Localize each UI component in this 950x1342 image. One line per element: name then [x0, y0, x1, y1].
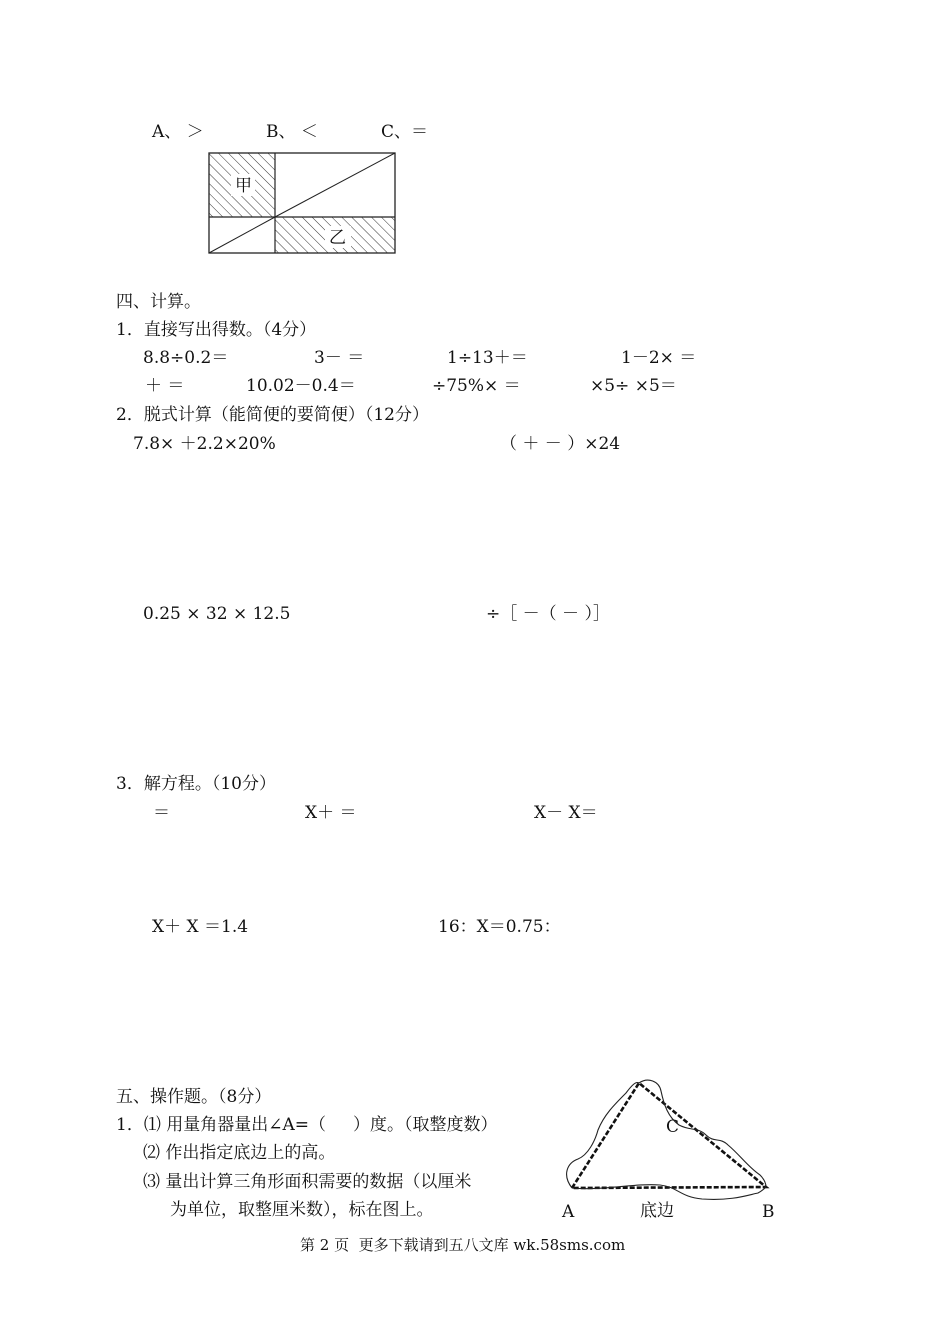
triangle-label-c: C	[666, 1117, 680, 1137]
q3-eq-4: X＋ X ＝1.4	[152, 917, 249, 937]
q1-r1-c2: 3－ ＝	[314, 348, 365, 368]
q2-title: 2．脱式计算（能简便的要简便）（12分）	[116, 405, 429, 425]
section5-q1-line2: ⑵ 作出指定底边上的高。	[143, 1143, 336, 1163]
q1-r1-c3: 1÷13＋＝	[447, 348, 528, 368]
q1-r2-c1: ＋ ＝	[145, 376, 185, 396]
q1-r2-c2: 10.02－0.4＝	[246, 376, 356, 396]
q3-eq-5: 16：X＝0.75：	[438, 917, 561, 937]
section5-q1-line4: 为单位，取整厘米数），标在图上。	[170, 1200, 434, 1220]
q2-expr-3: 0.25 × 32 × 12.5	[143, 604, 291, 624]
q2-expr-4: ÷［ －（ － ）］	[486, 604, 610, 624]
section4-title: 四、计算。	[116, 292, 201, 312]
page-footer: 第 2 页 更多下载请到五八文库 wk.58sms.com	[300, 1236, 626, 1254]
q3-title: 3．解方程。（10分）	[116, 774, 276, 794]
q3-eq-1: ＝	[153, 803, 170, 823]
triangle-label-b: B	[762, 1202, 775, 1222]
triangle-figure	[562, 1075, 782, 1200]
q2-expr-2: （ ＋ － ）×24	[500, 434, 621, 454]
q1-title: 1．直接写出得数。（4分）	[116, 320, 317, 340]
q1-r1-c1: 8.8÷0.2＝	[143, 348, 229, 368]
label-yi: 乙	[329, 228, 346, 248]
label-jia: 甲	[235, 176, 252, 196]
section5-title: 五、操作题。（8分）	[116, 1087, 272, 1107]
q1-r1-c4: 1－2× ＝	[621, 348, 697, 368]
q2-expr-1: 7.8× ＋2.2×20%	[133, 434, 276, 454]
q3-eq-3: X－ X＝	[534, 803, 598, 823]
option-b: B、 ＜	[266, 122, 318, 142]
q1-r2-c3: ÷75%× ＝	[432, 376, 521, 396]
option-a: A、 ＞	[152, 122, 204, 142]
option-c: C、＝	[381, 122, 429, 142]
triangle-label-base: 底边	[640, 1201, 674, 1221]
section5-q1-line3: ⑶ 量出计算三角形面积需要的数据（以厘米	[143, 1172, 472, 1192]
triangle-label-a: A	[562, 1202, 575, 1222]
rectangle-figure	[205, 150, 400, 256]
q3-eq-2: X＋ ＝	[305, 803, 357, 823]
q1-r2-c4: ×5÷ ×5＝	[590, 376, 677, 396]
section5-q1-line1: 1．⑴ 用量角器量出∠A=（ ）度。（取整度数）	[116, 1115, 498, 1135]
